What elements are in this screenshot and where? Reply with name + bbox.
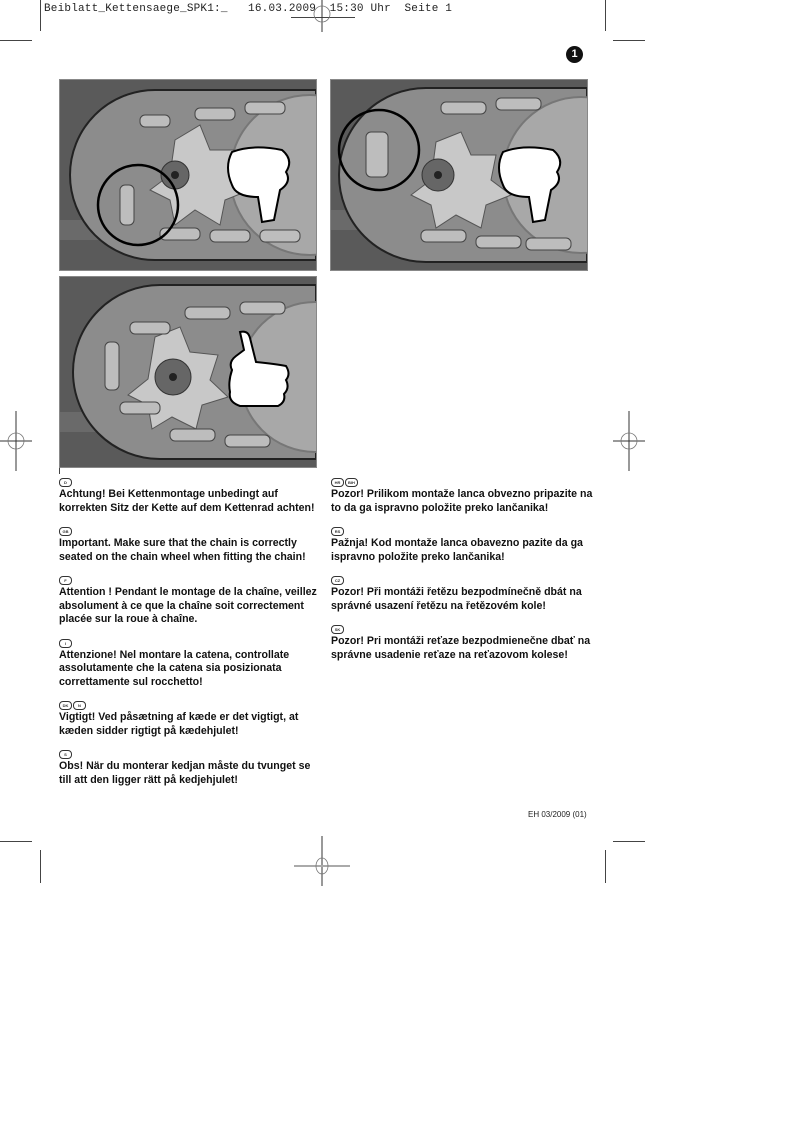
crop-mark-bl-v <box>40 850 41 883</box>
warning-text: Attenzione! Nel montare la catena, controllate assolutamente che la catena sia posizionata correttamente sul rocchetto! <box>59 648 290 688</box>
crop-mark-br-v <box>605 850 606 883</box>
warning-sk <box>331 625 593 662</box>
photo-chain-correct <box>59 276 317 468</box>
photo-chain-wrong-2 <box>330 79 588 271</box>
crop-mark-tr-h <box>613 40 645 41</box>
crop-mark-tl-h <box>0 40 32 41</box>
warning-text: Attention ! Pendant le montage de la chaîne, veillez absolument à ce que la chaîne soit correctement placée sur la roue à chaîne. <box>59 586 317 625</box>
language-flag-bih: BIH <box>345 478 358 487</box>
language-flag-hr: HR <box>331 478 344 487</box>
figure-number-badge: 1 <box>566 46 583 63</box>
language-flag-rs: RS <box>331 527 344 536</box>
warning-dk-n <box>59 701 321 738</box>
print-slug <box>44 3 452 15</box>
warning-text: Achtung! Bei Kettenmontage unbedingt auf korrekten Sitz der Kette auf dem Kettenrad achten! <box>59 488 315 514</box>
language-flag-n: N <box>73 701 86 710</box>
warning-se <box>59 750 321 787</box>
warnings-right-column <box>331 478 593 674</box>
crop-mark-bl-h <box>0 841 32 842</box>
registration-mark-left <box>0 411 46 471</box>
warning-text: Pozor! Prilikom montaže lanca obvezno pripazite na to da ga ispravno položite preko lančanika! <box>331 488 593 514</box>
warning-de <box>59 478 321 515</box>
language-flag-sk: SK <box>331 625 344 634</box>
warning-text: Obs! När du monterar kedjan måste du tvunget se till att den ligger rätt på kedjehjulet! <box>59 760 311 786</box>
warning-text: Pažnja! Kod montaže lanca obavezno pazite da ga ispravno položite preko lančanika! <box>331 537 583 563</box>
warning-text: Vigtigt! Ved påsætning af kæde er det vigtigt, at kæden sidder rigtigt på kædehjulet! <box>59 711 299 737</box>
registration-mark-right <box>599 411 659 471</box>
language-flag-dk: DK <box>59 701 72 710</box>
crop-mark-tr-v <box>605 0 606 31</box>
warning-hr-bih <box>331 478 593 515</box>
photo-chain-wrong-1 <box>59 79 317 271</box>
warning-gb <box>59 527 321 564</box>
slug-time: 15:30 Uhr <box>329 3 391 15</box>
language-flag-it: I <box>59 639 72 648</box>
document-code: EH 03/2009 (01) <box>528 810 587 819</box>
language-flag-fr: F <box>59 576 72 585</box>
registration-mark-top <box>292 0 352 50</box>
warning-it <box>59 639 321 690</box>
registration-mark-bottom <box>292 836 352 896</box>
slug-date: 16.03.2009 <box>248 3 317 15</box>
warning-text: Important. Make sure that the chain is correctly seated on the chain wheel when fitting the chain! <box>59 537 306 563</box>
language-flag-s: S <box>59 750 72 759</box>
warning-text: Pozor! Při montáži řetězu bezpodmínečně dbát na správné usazení řetězu na řetězovém kole! <box>331 586 582 612</box>
warning-text: Pozor! Pri montáži reťaze bezpodmienečne dbať na správne usadenie reťaze na reťazovom kolese! <box>331 635 591 661</box>
language-flag-de: D <box>59 478 72 487</box>
crop-mark-br-h <box>613 841 645 842</box>
slug-page: Seite 1 <box>404 3 453 15</box>
warning-fr <box>59 576 321 627</box>
language-flag-gb: GB <box>59 527 72 536</box>
slug-filename: Beiblatt_Kettensaege_SPK1:_ <box>44 3 228 15</box>
warning-rs <box>331 527 593 564</box>
language-flag-cz: CZ <box>331 576 344 585</box>
crop-mark-tl-v <box>40 0 41 31</box>
warnings-left-column <box>59 478 321 799</box>
warning-cz <box>331 576 593 613</box>
